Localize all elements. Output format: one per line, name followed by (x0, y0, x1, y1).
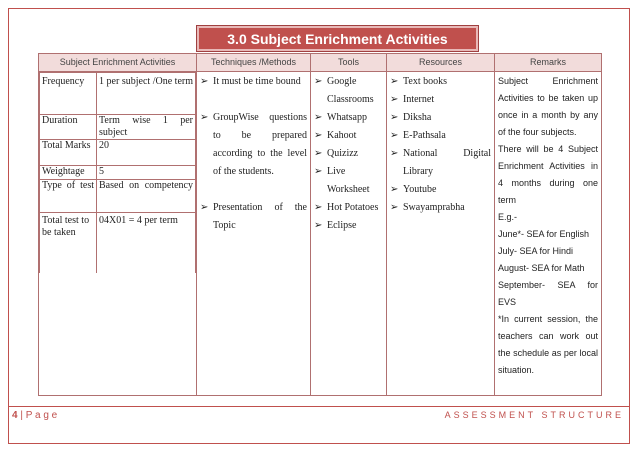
remarks-text: *In current session, the teachers can work out the schedule as per local situation. (498, 314, 598, 375)
techniques-cell (197, 72, 311, 396)
list-item: ➢ Hot Potatoes (314, 199, 383, 217)
list-item: ➢ National Digital Library (390, 145, 491, 181)
list-item: ➢ Whatsapp (314, 109, 383, 127)
detail-value: 1 per subject /One term (97, 73, 196, 115)
section-title: 3.0 Subject Enrichment Activities (197, 26, 478, 51)
header-subject-enrichment: Subject Enrichment Activities (39, 54, 197, 72)
detail-key: Total test to be taken (40, 213, 97, 273)
list-item: ➢ Presentation of the Topic (200, 199, 307, 235)
list-item: ➢ Google Classrooms (314, 73, 383, 109)
detail-value: Term wise 1 per subject (97, 115, 196, 140)
detail-value: Based on competency (97, 180, 196, 213)
resources-list (390, 73, 491, 217)
detail-row-total-test (40, 213, 196, 273)
detail-key: Weightage (40, 166, 97, 180)
remarks-text: August- SEA for Math (498, 263, 585, 273)
detail-row-weightage (40, 166, 196, 180)
page-number: 4 (12, 410, 18, 421)
detail-row-type-of-test (40, 180, 196, 213)
footer-separator: | (20, 410, 26, 421)
header-techniques: Techniques /Methods (197, 54, 311, 72)
remarks-cell (495, 72, 602, 396)
remarks-text: September- SEA for EVS (498, 280, 598, 307)
list-item: ➢ Text books (390, 73, 491, 91)
table-row (39, 72, 602, 396)
detail-key: Type of test (40, 180, 97, 213)
remarks-text: Subject Enrichment Activities to be taken up once in a month by any of the four subjects. (498, 76, 598, 137)
detail-key: Total Marks (40, 140, 97, 166)
remarks-text: E.g.- (498, 212, 518, 222)
activities-table (38, 53, 602, 396)
list-item: ➢ Eclipse (314, 217, 383, 235)
table-header-row (39, 54, 602, 72)
resources-cell (387, 72, 495, 396)
list-item: ➢ It must be time bound (200, 73, 307, 91)
detail-row-frequency (40, 73, 196, 115)
remarks-text: There will be 4 Subject Enrichment Activities in 4 months during one term (498, 144, 598, 205)
remarks-text: June*- SEA for English (498, 229, 590, 239)
detail-row-total-marks (40, 140, 196, 166)
list-item: ➢ Live Worksheet (314, 163, 383, 199)
tools-cell (311, 72, 387, 396)
detail-value: 20 (97, 140, 196, 166)
detail-row-duration (40, 115, 196, 140)
detail-value: 04X01 = 4 per term (97, 213, 196, 273)
list-item: ➢ Youtube (390, 181, 491, 199)
tools-list (314, 73, 383, 235)
header-remarks: Remarks (495, 54, 602, 72)
list-item: ➢ Diksha (390, 109, 491, 127)
list-item: ➢ Swayamprabha (390, 199, 491, 217)
list-item: ➢ Quizizz (314, 145, 383, 163)
details-cell (39, 72, 197, 396)
footer-page (12, 410, 57, 421)
list-item: ➢ Internet (390, 91, 491, 109)
remarks-text: July- SEA for Hindi (498, 246, 574, 256)
footer-section-title: ASSESSMENT STRUCTURE (444, 410, 624, 420)
page-label: P a g e (25, 410, 58, 421)
techniques-list (200, 73, 307, 235)
list-item: ➢ Kahoot (314, 127, 383, 145)
list-item: ➢ E-Pathsala (390, 127, 491, 145)
footer-divider (8, 406, 630, 407)
header-resources: Resources (387, 54, 495, 72)
details-table (39, 72, 196, 273)
detail-value: 5 (97, 166, 196, 180)
list-item: ➢ GroupWise questions to be prepared according to the level of the students. (200, 109, 307, 181)
detail-key: Duration (40, 115, 97, 140)
detail-key: Frequency (40, 73, 97, 115)
header-tools: Tools (311, 54, 387, 72)
